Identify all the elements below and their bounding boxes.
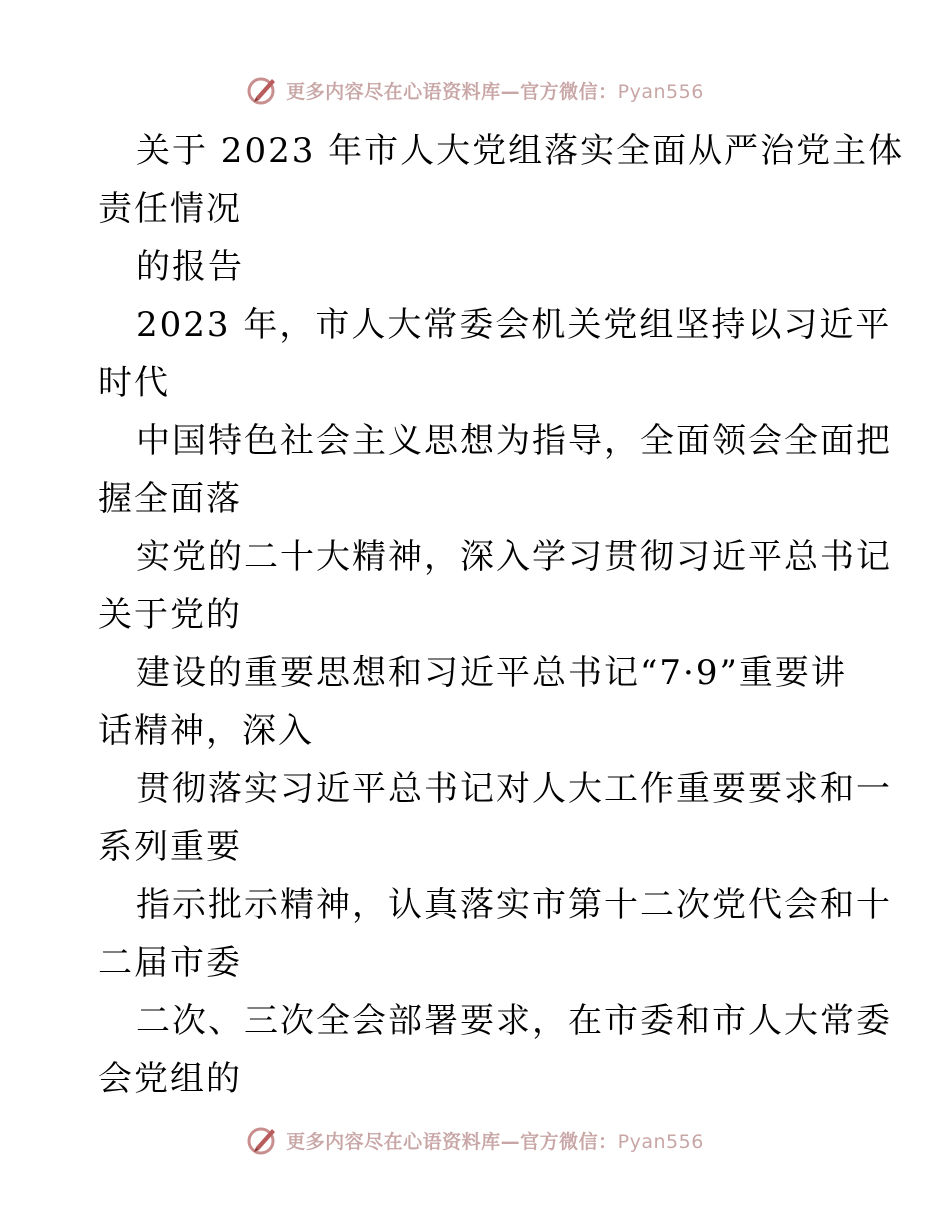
document-line: 握全面落 xyxy=(98,479,242,519)
document-line: 贯彻落实习近平总书记对人大工作重要要求和一 xyxy=(136,769,892,809)
document-line: 关于党的 xyxy=(98,595,242,635)
document-line: 责任情况 xyxy=(98,189,242,229)
document-line: 2023 年，市人大常委会机关党组坚持以习近平 xyxy=(136,305,892,345)
watermark-text: 更多内容尽在心语资料库—官方微信：Pyan556 xyxy=(286,80,704,103)
document-line: 时代 xyxy=(98,363,170,403)
document-line: 中国特色社会主义思想为指导，全面领会全面把 xyxy=(136,421,892,461)
document-line: 的报告 xyxy=(136,247,244,287)
document-line: 关于 2023 年市人大党组落实全面从严治党主体 xyxy=(136,131,905,171)
document-line: 会党组的 xyxy=(98,1059,242,1099)
document-line: 实党的二十大精神，深入学习贯彻习近平总书记 xyxy=(136,537,892,577)
document-line: 建设的重要思想和习近平总书记“7·9”重要讲 xyxy=(136,653,847,693)
document-line: 话精神，深入 xyxy=(98,711,314,751)
document-line: 指示批示精神，认真落实市第十二次党代会和十 xyxy=(136,885,892,925)
footer-watermark xyxy=(0,1120,950,1160)
document-body xyxy=(98,122,905,1108)
watermark-text: 更多内容尽在心语资料库—官方微信：Pyan556 xyxy=(286,1130,704,1153)
document-line: 系列重要 xyxy=(98,827,242,867)
pen-logo-icon xyxy=(246,73,280,107)
pen-logo-icon xyxy=(246,1123,280,1157)
document-line: 二次、三次全会部署要求，在市委和市人大常委 xyxy=(136,1001,892,1041)
header-watermark xyxy=(0,70,950,110)
document-line: 二届市委 xyxy=(98,943,242,983)
